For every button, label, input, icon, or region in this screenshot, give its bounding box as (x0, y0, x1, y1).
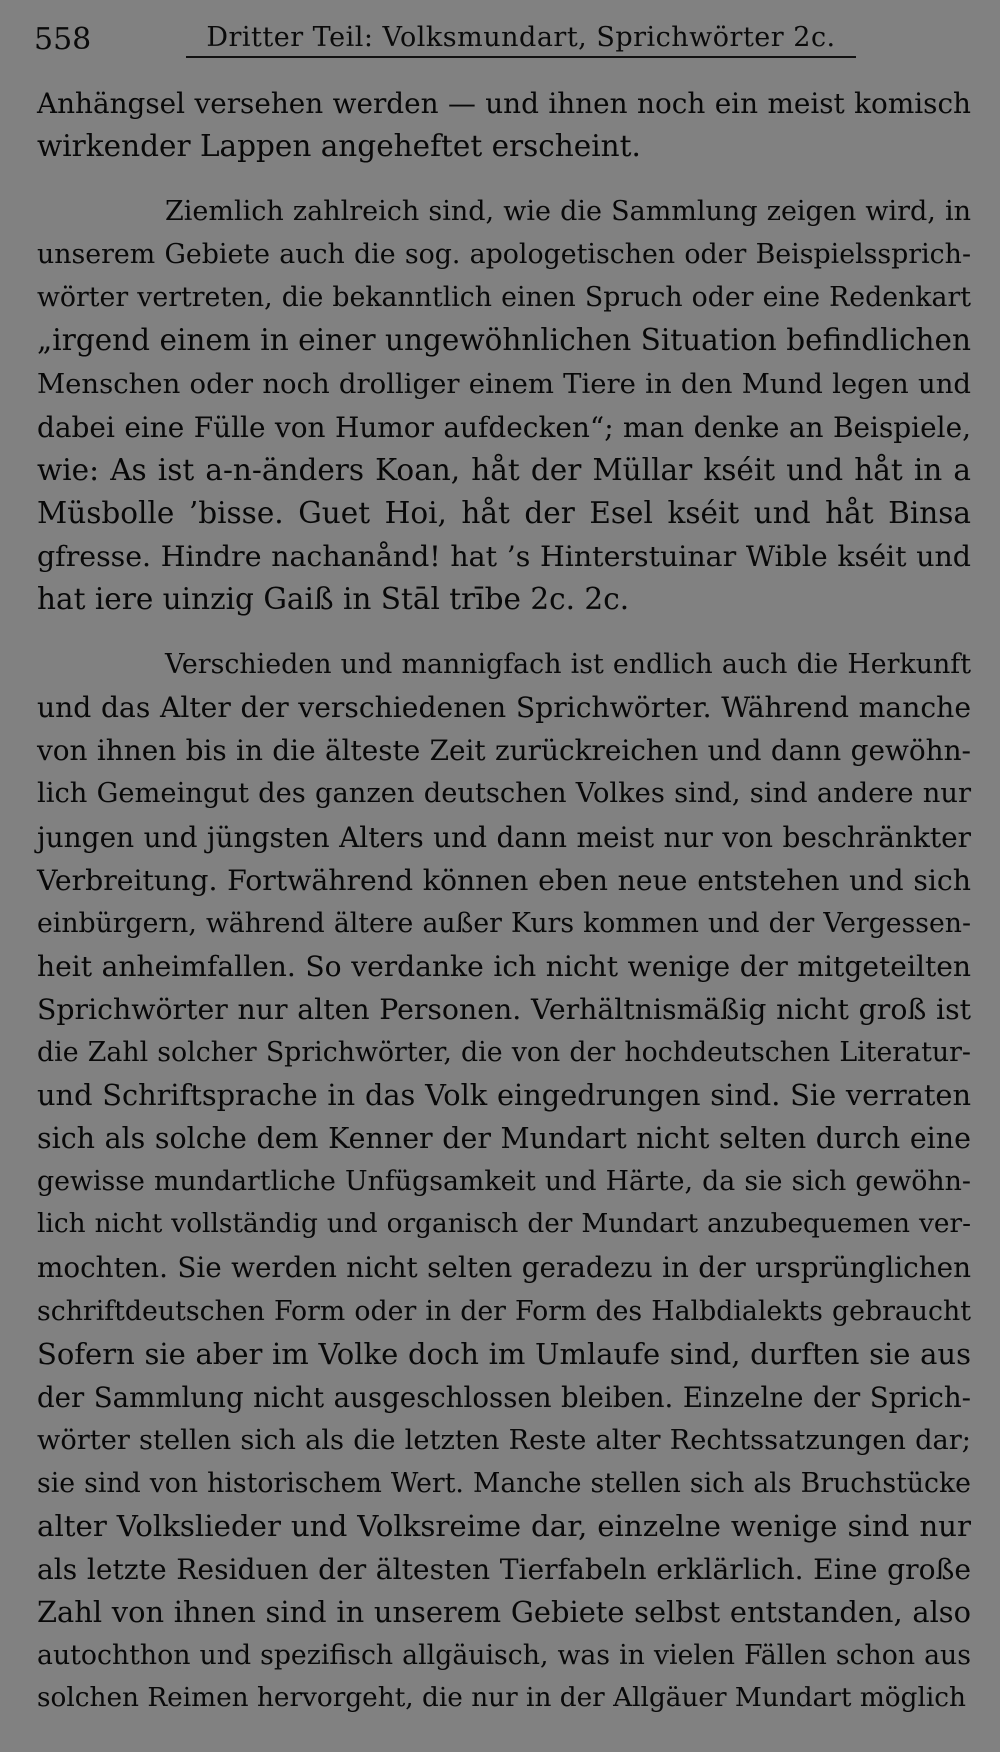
text-line: autochthon und spezifisch allgäuisch, was in vielen Fällen schon aus (37, 1640, 971, 1672)
text-line: wörter vertreten, die bekanntlich einen Spruch oder eine Redenkart (37, 282, 971, 314)
text-line: einbürgern, während ältere außer Kurs kommen und der Vergessen- (37, 907, 971, 939)
text-line: lich Gemeingut des ganzen deutschen Volkes sind, sind andere nur (37, 778, 971, 810)
text-line: Verschieden und mannigfach ist endlich auch die Herkunft (165, 649, 971, 681)
text-line: heit anheimfallen. So verdanke ich nicht wenige der mitgeteilten (37, 949, 971, 983)
text-line: dabei eine Fülle von Humor aufdecken“; man denke an Beispiele, (37, 410, 971, 444)
header-rule (186, 56, 856, 58)
paragraph-gap (37, 621, 971, 643)
text-line: alter Volkslieder und Volksreime dar, einzelne wenige sind nur (37, 1509, 971, 1543)
running-head: Dritter Teil: Volksmundart, Sprichwörter 2c. (206, 22, 836, 53)
body-text (37, 82, 971, 1720)
text-line: gfresse. Hindre nachanånd! hat ’s Hinterstuinar Wible kséit und (37, 539, 971, 573)
paragraph (37, 82, 971, 168)
text-line: schriftdeutschen Form oder in der Form des Halbdialekts gebraucht (37, 1295, 971, 1327)
text-line: mochten. Sie werden nicht selten geradezu in der ursprünglichen (37, 1251, 971, 1285)
text-line: sie sind von historischem Wert. Manche stellen sich als Bruchstücke (37, 1467, 971, 1499)
text-line: wörter stellen sich als die letzten Reste alter Rechtssatzungen dar; (37, 1424, 971, 1456)
text-line: unserem Gebiete auch die sog. apologetischen oder Beispielssprich- (37, 239, 971, 271)
text-line: lich nicht vollständig und organisch der Mundart anzubequemen ver- (37, 1209, 971, 1240)
text-line: Ziemlich zahlreich sind, wie die Sammlung zeigen wird, in (165, 196, 971, 228)
text-line: von ihnen bis in die älteste Zeit zurückreichen und dann gewöhn- (37, 734, 971, 768)
text-line: jungen und jüngsten Alters und dann meist nur von beschränkter (37, 820, 971, 854)
text-line: Verbreitung. Fortwährend können eben neue entstehen und sich (37, 863, 971, 897)
text-line: Müsbolle ’bisse. Guet Hoi, håt der Esel kséit und håt Binsa (37, 495, 971, 530)
text-line: Zahl von ihnen sind in unserem Gebiete selbst entstanden, also (37, 1595, 971, 1630)
text-line: und das Alter der verschiedenen Sprichwörter. Während manche (37, 691, 971, 725)
text-line: wirkender Lappen angeheftet erscheint. (37, 129, 641, 164)
text-line: Sprichwörter nur alten Personen. Verhältnismäßig nicht groß ist (37, 992, 971, 1026)
text-line: hat iere uinzig Gaiß in Stāl trībe 2c. 2c. (37, 582, 630, 617)
text-line: Anhängsel versehen werden — und ihnen noch ein meist komisch (37, 87, 971, 120)
page-number: 558 (34, 22, 92, 57)
text-line: sich als solche dem Kenner der Mundart nicht selten durch eine (37, 1122, 971, 1156)
text-line: und Schriftsprache in das Volk eingedrungen sind. Sie verraten (37, 1078, 971, 1113)
page-header (34, 20, 964, 60)
text-line: die Zahl solcher Sprichwörter, die von der hochdeutschen Literatur- (37, 1036, 971, 1068)
text-line: Sofern sie aber im Volke doch im Umlaufe sind, durften sie aus (37, 1336, 971, 1371)
paragraph (37, 190, 971, 621)
paragraph (37, 643, 971, 1720)
text-line: als letzte Residuen der ältesten Tierfabeln erklärlich. Eine große (37, 1553, 971, 1587)
paragraph-gap (37, 168, 971, 190)
text-line: wie: As ist a-n-änders Koan, håt der Müllar kséit und håt in a (37, 452, 971, 487)
text-line: solchen Reimen hervorgeht, die nur in der Allgäuer Mundart möglich (37, 1683, 966, 1714)
text-line: gewisse mundartliche Unfügsamkeit und Härte, da sie sich gewöhn- (37, 1166, 971, 1198)
text-line: der Sammlung nicht ausgeschlossen bleiben. Einzelne der Sprich- (37, 1380, 971, 1414)
text-line: Menschen oder noch drolliger einem Tiere in den Mund legen und (37, 367, 971, 400)
text-line: „irgend einem in einer ungewöhnlichen Situation befindlichen (37, 323, 971, 358)
